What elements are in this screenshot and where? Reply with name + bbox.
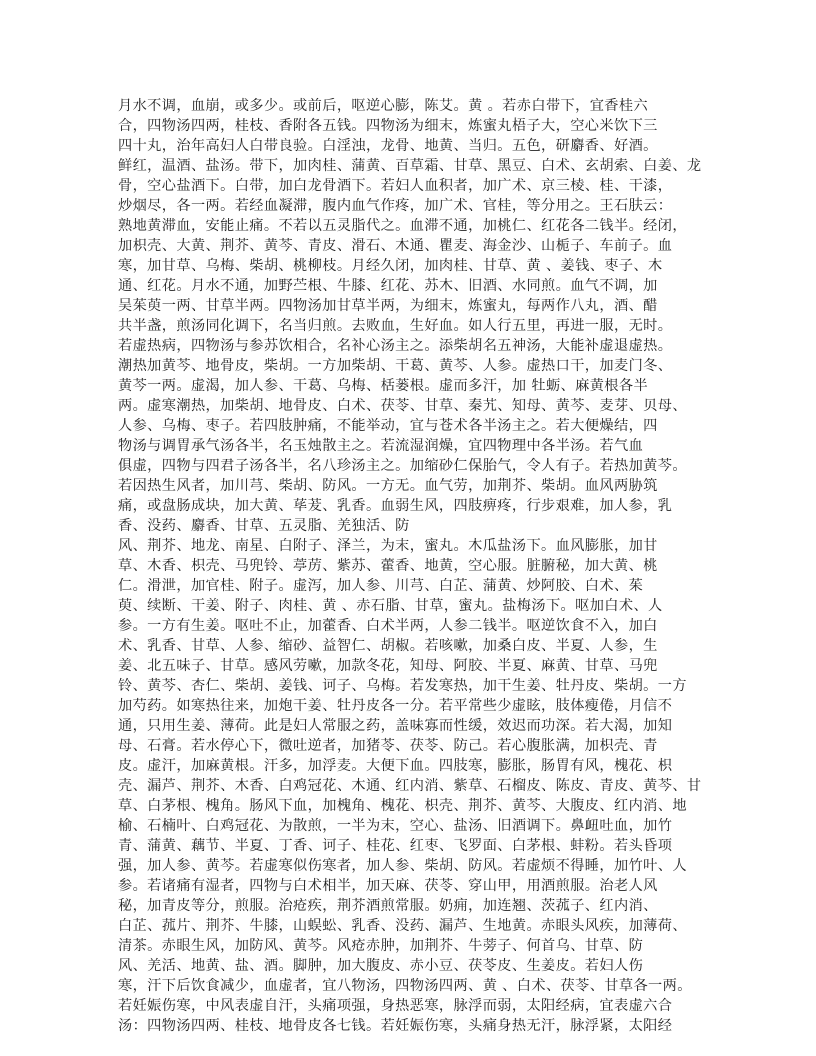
text-line: 青、蒲黄、藕节、半夏、丁香、诃子、桂花、红枣、飞罗面、白茅根、蚌粉。若头昏项	[118, 838, 673, 854]
text-line: 痛，或盘肠成块，加大黄、荜茇、乳香。血弱生风，四肢痹疼，行步艰难，加人参，乳	[118, 498, 673, 514]
text-line: 通，只用生姜、薄荷。此是妇人常服之药，盖味寡而性缓，效迟而功深。若大渴，加知	[118, 718, 673, 734]
text-line: 参。一方有生姜。呕吐不止，加藿香、白术半两，人参二钱半。呕逆饮食不入，加白	[118, 618, 658, 634]
text-line: 炒烟尽，各一两。若经血凝滞，腹内血气作疼，加广术、官桂，等分用之。王石肤云：	[118, 198, 673, 214]
text-line: 黄芩一两。虚渴，加人参、干葛、乌梅、栝蒌根。虚而多汗，加 牡蛎、麻黄根各半	[118, 378, 649, 394]
text-line: 骨，空心盐酒下。白带，加白龙骨酒下。若妇人血积者，加广术、京三棱、桂、干漆，	[118, 178, 673, 194]
text-line: 熟地黄滞血，安能止痛。不若以五灵脂代之。血滞不通，加桃仁、红花各二钱半。经闭，	[118, 218, 687, 234]
text-line: 铃、黄芩、杏仁、柴胡、姜钱、诃子、乌梅。若发寒热，加干生姜、牡丹皮、柴胡。一方	[118, 678, 687, 694]
text-line: 月水不调，血崩，或多少。或前后，呕逆心膨，陈艾。黄 。若赤白带下，宜香桂六	[118, 98, 649, 114]
text-line: 潮热加黄芩、地骨皮，柴胡。一方加柴胡、干葛、黄芩、人参。虚热口干，加麦门冬、	[118, 358, 673, 374]
text-line: 加枳壳、大黄、荆芥、黄芩、青皮、滑石、木通、瞿麦、海金沙、山栀子、车前子。血	[118, 238, 673, 254]
text-line: 吴茱萸一两、甘草半两。四物汤加甘草半两，为细末，炼蜜丸，每两作八丸，酒、醋	[118, 298, 658, 314]
text-line: 风、荆芥、地龙、南星、白附子、泽兰，为末，蜜丸。木瓜盐汤下。血风膨胀，加甘	[118, 538, 658, 554]
text-line: 若虚热病，四物汤与参苏饮相合，名补心汤主之。添柴胡名五神汤，大能补虚退虚热。	[118, 338, 673, 354]
text-line: 汤：四物汤四两、桂枝、地骨皮各七钱。若妊娠伤寒，头痛身热无汗，脉浮紧，太阳经	[118, 1018, 673, 1034]
text-line: 四十丸，治年高妇人白带良验。白淫浊，龙骨、地黄、当归。五色，研麝香、好酒。	[118, 138, 658, 154]
text-line: 寒，汗下后饮食减少，血虚者，宜八物汤，四物汤四两、黄 、白术、茯苓、甘草各一两。	[118, 978, 692, 994]
text-line: 榆、石楠叶、白鸡冠花、为散煎，一半为末，空心、盐汤、旧酒调下。鼻衄吐血，加竹	[118, 818, 673, 834]
text-line: 草、木香、枳壳、马兜铃、葶苈、紫苏、藿香、地黄，空心服。脏腑秘，加大黄、桃	[118, 558, 658, 574]
text-line: 香、没药、麝香、甘草、五灵脂、羌独活、防	[118, 518, 410, 534]
text-line: 清茶。赤眼生风，加防风、黄芩。风疮赤肿，加荆芥、牛蒡子、何首乌、甘草、防	[118, 938, 644, 954]
text-line: 萸、续断、干姜、附子、肉桂、黄 、赤石脂、甘草，蜜丸。盐梅汤下。呕加白术、人	[118, 598, 663, 614]
text-line: 草、白茅根、槐角。肠风下血，加槐角、槐花、枳壳、荆芥、黄芩、大腹皮、红内消、地	[118, 798, 687, 814]
text-line: 人参、乌梅、枣子。若四肢肿痛，不能举动，宜与苍术各半汤主之。若大便燥结，四	[118, 418, 658, 434]
text-line: 通、红花。月水不通，加野苎根、牛膝、红花、苏木、旧酒、水同煎。血气不调，加	[118, 278, 658, 294]
text-line: 壳、漏芦、荆芥、木香、白鸡冠花、木通、红内消、紫草、石榴皮、陈皮、青皮、黄芩、甘	[118, 778, 702, 794]
text-line: 鲜红，温酒、盐汤。带下，加肉桂、蒲黄、百草霜、甘草、黑豆、白术、玄胡索、白姜、龙	[118, 158, 702, 174]
text-line: 两。虚寒潮热，加柴胡、地骨皮、白术、茯苓、甘草、秦艽、知母、黄芩、麦芽、贝母、	[118, 398, 687, 414]
text-line: 物汤与调胃承气汤各半，名玉烛散主之。若流湿润燥，宜四物理中各半汤。若气血	[118, 438, 644, 454]
text-line: 姜、北五味子、甘草。感风劳嗽，加款冬花，知母、阿胶、半夏、麻黄、甘草、马兜	[118, 658, 658, 674]
text-line: 俱虚，四物与四君子汤各半，名八珍汤主之。加缩砂仁保胎气，令人有子。若热加黄芩。	[118, 458, 687, 474]
text-line: 若因热生风者，加川芎、柴胡、防风。一方无。血气劳，加荆芥、柴胡。血风两胁筑	[118, 478, 658, 494]
text-line: 皮。虚汗，加麻黄根。汗多，加浮麦。大便下血。四肢寒，膨胀，肠胃有风，槐花、枳	[118, 758, 673, 774]
text-line: 仁。滑泄，加官桂、附子。虚泻，加人参、川芎、白芷、蒲黄、炒阿胶、白术、茱	[118, 578, 644, 594]
text-line: 参。若诸痛有湿者，四物与白术相半，加天麻、茯苓、穿山甲，用酒煎服。治老人风	[118, 878, 658, 894]
text-line: 强，加人参、黄芩。若虚寒似伤寒者，加人参、柴胡、防风。若虚烦不得睡，加竹叶、人	[118, 858, 687, 874]
text-line: 加芍药。如寒热往来，加炮干姜、牡丹皮各一分。若平常些少虚眩，肢体瘦倦，月信不	[118, 698, 673, 714]
text-line: 若妊娠伤寒，中风表虚自汗，头痛项强，身热恶寒，脉浮而弱，太阳经病，宜表虚六合	[118, 998, 673, 1014]
text-line: 合，四物汤四两，桂枝、香附各五钱。四物汤为细末，炼蜜丸梧子大，空心米饮下三	[118, 118, 658, 134]
text-line: 术、乳香、甘草、人参、缩砂、益智仁、胡椒。若咳嗽，加桑白皮、半夏、人参，生	[118, 638, 658, 654]
text-line: 秘，加青皮等分，煎服。治疮疾，荆芥酒煎常服。奶痈，加连翘、茨菰子、红内消、	[118, 898, 658, 914]
text-line: 共半盏，煎汤同化调下，名当归煎。去败血，生好血。如人行五里，再进一服，无时。	[118, 318, 673, 334]
text-line: 风、羌活、地黄、盐、酒。脚肿，加大腹皮、赤小豆、茯苓皮、生姜皮。若妇人伤	[118, 958, 644, 974]
text-line: 母、石膏。若水停心下，微吐逆者，加猪苓、茯苓、防己。若心腹胀满，加枳壳、青	[118, 738, 658, 754]
text-line: 白芷、菰片、荆芥、牛膝，山蜈蚣、乳香、没药、漏芦、生地黄。赤眼头风疾，加薄荷、	[118, 918, 687, 934]
text-line: 寒，加甘草、乌梅、柴胡、桃柳枝。月经久闭，加肉桂、甘草、黄 、姜钱、枣子、木	[118, 258, 663, 274]
